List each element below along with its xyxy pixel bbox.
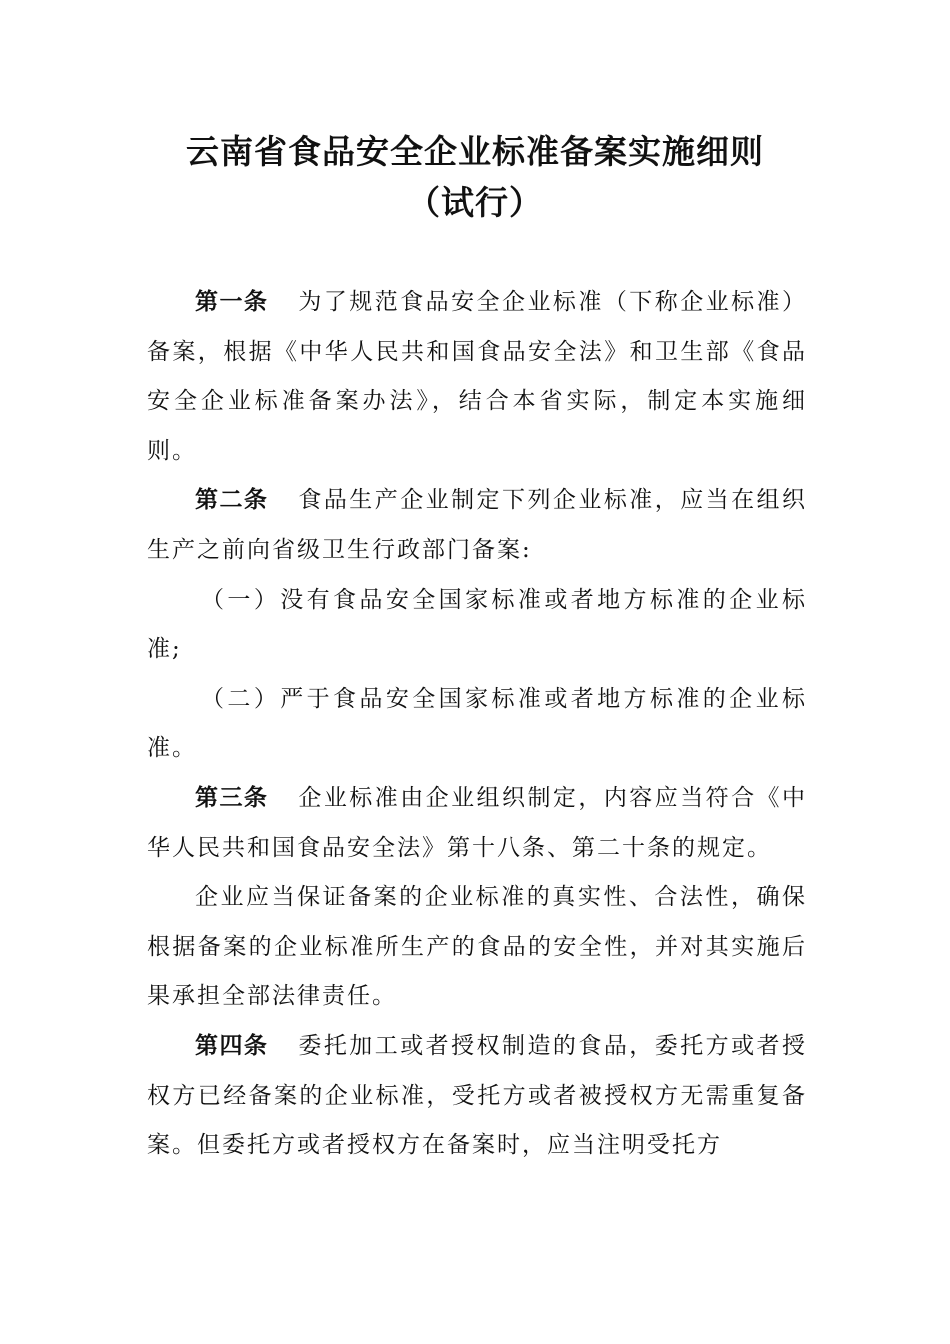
item-text: （二）严于食品安全国家标准或者地方标准的企业标准。 xyxy=(147,685,807,762)
article-label: 第四条 xyxy=(195,1032,269,1059)
article-text: 食品生产企业制定下列企业标准，应当在组织生产之前向省级卫生行政部门备案: xyxy=(147,487,808,563)
article-label: 第一条 xyxy=(195,289,269,315)
article-2-item-1 xyxy=(147,576,807,675)
article-label: 第三条 xyxy=(195,784,269,811)
document-subtitle: （试行） xyxy=(407,183,543,222)
article-text: 委托加工或者授权制造的食品，委托方或者授权方已经备案的企业标准，受托方或者被授权方无需重复备案。但委托方或者授权方在备案时，应当注明受托方 xyxy=(147,1032,808,1159)
article-4 xyxy=(147,1022,807,1171)
article-3-paragraph-2 xyxy=(147,873,807,1022)
article-2 xyxy=(147,476,807,575)
article-1 xyxy=(147,278,807,476)
article-3 xyxy=(147,774,807,873)
document-body xyxy=(147,278,807,1171)
article-text: 为了规范食品安全企业标准（下称企业标准）备案，根据《中华人民共和国食品安全法》和卫生部《食品安全企业标准备案办法》，结合本省实际，制定本实施细则。 xyxy=(147,289,808,464)
paragraph-text: 企业应当保证备案的企业标准的真实性、合法性，确保根据备案的企业标准所生产的食品的安全性，并对其实施后果承担全部法律责任。 xyxy=(147,884,807,1010)
article-label: 第二条 xyxy=(195,487,269,514)
document-title: 云南省食品安全企业标准备案实施细则 xyxy=(186,132,764,171)
item-text: （一）没有食品安全国家标准或者地方标准的企业标准; xyxy=(147,586,807,663)
article-2-item-2 xyxy=(147,675,807,774)
article-text: 企业标准由企业组织制定，内容应当符合《中华人民共和国食品安全法》第十八条、第二十条的规定。 xyxy=(147,784,808,861)
